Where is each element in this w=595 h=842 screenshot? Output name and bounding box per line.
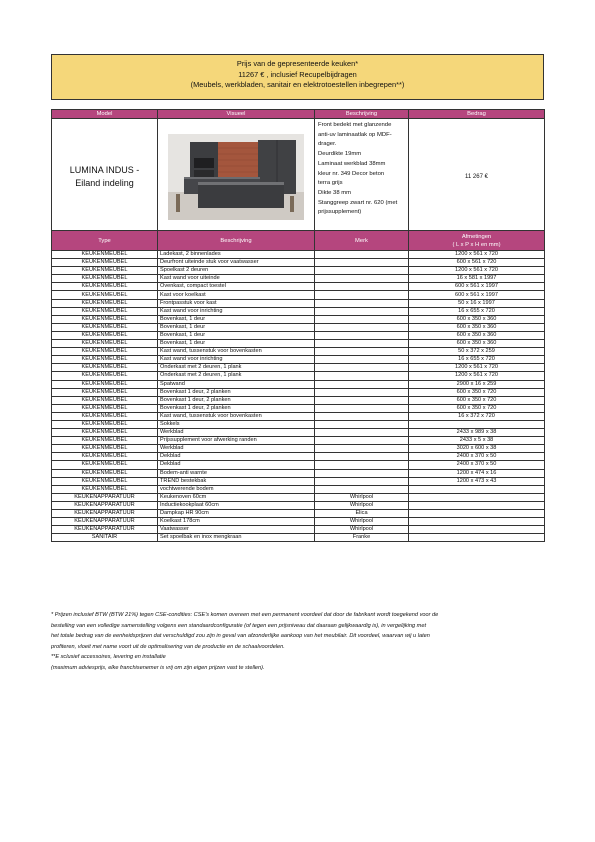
- item-brand: [315, 437, 409, 445]
- table-row: [52, 348, 545, 356]
- description-line: Stanggreep zwart nr. 620 (met: [318, 199, 398, 206]
- table-row: [52, 323, 545, 331]
- footnote-line: (maximum adviesprijs, elke franchisenemer is vrij om zijn eigen prijzen vast te stellen).: [51, 664, 265, 671]
- footnote-line: * Prijzen inclusief BTW (BTW 21%) tegen CSE-condities: CSE's komen overeen met een permanent voordeel dat door de fabrikant wordt toegekend voor de: [51, 612, 439, 618]
- item-dimensions: 2433 x 989 x 38: [409, 429, 545, 437]
- item-description: TREND bestekbak: [158, 477, 315, 485]
- item-brand: Franke: [315, 534, 409, 542]
- description-line: anti-uv laminaatlak op MDF-: [318, 131, 392, 138]
- item-type: KEUKENMEUBEL: [52, 275, 158, 283]
- item-brand: [315, 348, 409, 356]
- item-dimensions: [409, 510, 545, 518]
- item-type: KEUKENMEUBEL: [52, 461, 158, 469]
- item-type: KEUKENMEUBEL: [52, 323, 158, 331]
- table-row: [52, 356, 545, 364]
- table-row: [52, 453, 545, 461]
- description-line: Front bedekt met glanzende: [318, 122, 392, 128]
- table-row: [52, 307, 545, 315]
- item-description: Werkblad: [158, 445, 315, 453]
- item-brand: [315, 283, 409, 291]
- table-row: [52, 299, 545, 307]
- item-description: Keukenoven 60cm: [158, 493, 315, 501]
- item-description: Onderkast met 2 deuren, 1 plank: [158, 364, 315, 372]
- item-type: KEUKENMEUBEL: [52, 315, 158, 323]
- table-row: [52, 429, 545, 437]
- item-brand: [315, 356, 409, 364]
- footnote-line: bestelling van een volledige samenstelling volgens een standaardconfiguratie (of tegen een prijsniveau dat daaraan gelijkwaardig is), in vergelijking met: [51, 622, 427, 629]
- table-row: [52, 526, 545, 534]
- item-type: KEUKENAPPARATUUR: [52, 526, 158, 534]
- item-dimensions: 3020 x 600 x 38: [409, 445, 545, 453]
- item-brand: [315, 307, 409, 315]
- item-dimensions: 1200 x 561 x 720: [409, 251, 545, 259]
- item-type: KEUKENMEUBEL: [52, 396, 158, 404]
- item-brand: [315, 372, 409, 380]
- item-brand: Whirlpool: [315, 501, 409, 509]
- item-dimensions: 600 x 350 x 360: [409, 323, 545, 331]
- table-row: [52, 420, 545, 428]
- table-row: [52, 251, 545, 259]
- item-type: KEUKENMEUBEL: [52, 437, 158, 445]
- item-dimensions: 2400 x 370 x 50: [409, 453, 545, 461]
- item-dimensions: 1200 x 561 x 720: [409, 372, 545, 380]
- description-line: Deurdikte 19mm: [318, 151, 362, 158]
- item-brand: [315, 267, 409, 275]
- item-brand: [315, 485, 409, 493]
- table-row: [52, 380, 545, 388]
- item-dimensions: 600 x 350 x 360: [409, 315, 545, 323]
- item-dimensions: 600 x 561 x 1997: [409, 283, 545, 291]
- item-brand: Whirlpool: [315, 526, 409, 534]
- table-row: [52, 388, 545, 396]
- item-type: KEUKENMEUBEL: [52, 380, 158, 388]
- item-brand: [315, 323, 409, 331]
- item-description: Spoelkast 2 deuren: [158, 267, 315, 275]
- table-row: [52, 291, 545, 299]
- item-description: Bovenkast, 1 deur: [158, 315, 315, 323]
- item-brand: [315, 364, 409, 372]
- item-brand: [315, 388, 409, 396]
- col-header-visual: Visueel: [158, 110, 315, 119]
- item-brand: Whirlpool: [315, 493, 409, 501]
- item-dimensions: 600 x 561 x 1997: [409, 291, 545, 299]
- items-table: [51, 230, 545, 542]
- item-type: KEUKENMEUBEL: [52, 348, 158, 356]
- col-header-brand: Merk: [315, 231, 409, 251]
- table-row: [52, 267, 545, 275]
- model-name: LUMINA INDUS -: [69, 165, 140, 175]
- item-description: Bovenkast 1 deur, 2 planken: [158, 404, 315, 412]
- item-type: KEUKENMEUBEL: [52, 331, 158, 339]
- item-dimensions: 600 x 350 x 720: [409, 404, 545, 412]
- item-brand: [315, 404, 409, 412]
- item-brand: Whirlpool: [315, 518, 409, 526]
- item-dimensions: 2400 x 370 x 50: [409, 461, 545, 469]
- item-dimensions: [409, 534, 545, 542]
- description-line: drager.: [318, 141, 337, 148]
- item-description: Spatwand: [158, 380, 315, 388]
- item-description: Dekblad: [158, 461, 315, 469]
- item-dimensions: 50 x 372 x 259: [409, 348, 545, 356]
- visual-cell: [158, 119, 315, 236]
- item-dimensions: 16 x 581 x 1997: [409, 275, 545, 283]
- dimensions-label: Afmetingen: [461, 233, 492, 240]
- table-row: [52, 534, 545, 542]
- item-description: Vaatwasser: [158, 526, 315, 534]
- item-type: KEUKENMEUBEL: [52, 420, 158, 428]
- item-description: Kast voor koelkast: [158, 291, 315, 299]
- item-type: KEUKENMEUBEL: [52, 299, 158, 307]
- item-type: KEUKENAPPARATUUR: [52, 518, 158, 526]
- table-row: [52, 396, 545, 404]
- footnote-line: het totale bedrag van de eenheidsprijzen dat verschuldigd zou zijn in geval van afzonderlijke aankoop van het meubilair. Dit voordeel, waarvan wij u laten: [51, 633, 430, 639]
- col-header-item-description: Beschrijving: [158, 231, 315, 251]
- product-table: [51, 109, 545, 236]
- item-description: Bodem-anti warnte: [158, 469, 315, 477]
- table-row: [52, 461, 545, 469]
- item-dimensions: [409, 493, 545, 501]
- header-subtitle: (Meubels, werkbladen, sanitair en elektrotoestellen inbegrepen**): [190, 80, 405, 89]
- price-header-box: [51, 54, 544, 100]
- item-brand: [315, 331, 409, 339]
- item-brand: Elica: [315, 510, 409, 518]
- item-type: SANITAIR: [52, 534, 158, 542]
- item-type: KEUKENAPPARATUUR: [52, 493, 158, 501]
- item-description: Ladekast, 2 binnenlades: [158, 251, 315, 259]
- item-brand: [315, 315, 409, 323]
- item-brand: [315, 453, 409, 461]
- item-type: KEUKENMEUBEL: [52, 388, 158, 396]
- item-dimensions: 1200 x 474 x 16: [409, 469, 545, 477]
- table-row: [52, 283, 545, 291]
- item-type: KEUKENMEUBEL: [52, 283, 158, 291]
- item-description: Prijssupplement voor afwerking randen: [158, 437, 315, 445]
- table-row: [52, 340, 545, 348]
- item-description: Kast wand voor uiteinde: [158, 275, 315, 283]
- table-row: [52, 469, 545, 477]
- table-row: [52, 331, 545, 339]
- item-dimensions: 600 x 561 x 720: [409, 259, 545, 267]
- footnotes: [51, 610, 544, 673]
- table-row: [52, 412, 545, 420]
- description-line: kleur nr. 349 Decor beton: [318, 170, 385, 177]
- item-brand: [315, 396, 409, 404]
- col-header-model: Model: [52, 110, 158, 119]
- item-brand: [315, 420, 409, 428]
- table-row: [52, 477, 545, 485]
- item-description: Onderkast met 2 deuren, 1 plank: [158, 372, 315, 380]
- item-description: Kast wand, tussenstuk voor bovenkasten: [158, 412, 315, 420]
- item-description: Set spoelbak en inox mengkraan: [158, 534, 315, 542]
- item-dimensions: [409, 420, 545, 428]
- table-row: [52, 315, 545, 323]
- price-cell: 11 267 €: [409, 119, 545, 236]
- item-type: KEUKENMEUBEL: [52, 429, 158, 437]
- item-type: KEUKENMEUBEL: [52, 477, 158, 485]
- item-type: KEUKENMEUBEL: [52, 412, 158, 420]
- item-description: vochtwerende bodem: [158, 485, 315, 493]
- item-brand: [315, 380, 409, 388]
- item-brand: [315, 445, 409, 453]
- item-brand: [315, 477, 409, 485]
- item-description: Koelkast 178cm: [158, 518, 315, 526]
- item-dimensions: 50 x 16 x 1997: [409, 299, 545, 307]
- item-dimensions: 1200 x 561 x 720: [409, 267, 545, 275]
- description-line: terra grijs: [318, 180, 343, 187]
- item-description: Dampkap HR 90cm: [158, 510, 315, 518]
- item-dimensions: 2900 x 16 x 259: [409, 380, 545, 388]
- dimensions-unit: ( L x P x H en mm): [452, 241, 501, 248]
- header-price: 11267 € , inclusief Recupelbijdragen: [238, 69, 357, 79]
- table-row: [52, 437, 545, 445]
- table-row: [52, 404, 545, 412]
- col-header-description: Beschrijving: [315, 110, 409, 119]
- model-layout: Eiland indeling: [75, 178, 134, 188]
- item-type: KEUKENAPPARATUUR: [52, 501, 158, 509]
- item-type: KEUKENMEUBEL: [52, 291, 158, 299]
- table-row: [52, 275, 545, 283]
- item-brand: [315, 461, 409, 469]
- description-line: Laminaat werkblad 38mm: [318, 160, 386, 167]
- item-description: Werkblad: [158, 429, 315, 437]
- item-dimensions: [409, 518, 545, 526]
- table-row: [52, 364, 545, 372]
- model-cell: [52, 119, 158, 236]
- item-type: KEUKENMEUBEL: [52, 372, 158, 380]
- item-description: Inductiekookplaat 60cm: [158, 501, 315, 509]
- item-type: KEUKENMEUBEL: [52, 267, 158, 275]
- table-row: [52, 518, 545, 526]
- items-body: [52, 251, 545, 542]
- item-description: Kast wand voor inrichting: [158, 307, 315, 315]
- item-description: Bovenkast, 1 deur: [158, 323, 315, 331]
- footnote-line: **E xclusief accessoires, levering en installatie: [51, 654, 166, 660]
- item-description: Frontpasstuk voor kast: [158, 299, 315, 307]
- col-header-amount: Bedrag: [409, 110, 545, 119]
- item-brand: [315, 429, 409, 437]
- table-row: [52, 510, 545, 518]
- col-header-type: Type: [52, 231, 158, 251]
- item-dimensions: 600 x 350 x 720: [409, 388, 545, 396]
- description-cell: [315, 119, 409, 236]
- item-type: KEUKENMEUBEL: [52, 453, 158, 461]
- header-title: Prijs van de gepresenteerde keuken*: [236, 59, 359, 68]
- item-type: KEUKENMEUBEL: [52, 251, 158, 259]
- item-dimensions: 600 x 350 x 360: [409, 331, 545, 339]
- item-type: KEUKENMEUBEL: [52, 404, 158, 412]
- footnote-line: profiteren, vloeit met name voort uit de optimalisering van de productie en de schaalvoordelen.: [51, 643, 285, 650]
- kitchen-photo: [168, 134, 304, 220]
- item-dimensions: 2433 x 5 x 38: [409, 437, 545, 445]
- item-brand: [315, 275, 409, 283]
- col-header-dimensions: [409, 231, 545, 251]
- item-type: KEUKENMEUBEL: [52, 485, 158, 493]
- description-line: Dikte 38 mm: [318, 189, 352, 196]
- item-dimensions: 16 x 372 x 720: [409, 412, 545, 420]
- item-dimensions: 1200 x 473 x 43: [409, 477, 545, 485]
- table-row: [52, 445, 545, 453]
- item-type: KEUKENMEUBEL: [52, 340, 158, 348]
- item-description: Bovenkast 1 deur, 2 planken: [158, 388, 315, 396]
- item-description: Bovenkast 1 deur, 2 planken: [158, 396, 315, 404]
- table-row: [52, 501, 545, 509]
- item-dimensions: 600 x 350 x 720: [409, 396, 545, 404]
- item-dimensions: 1200 x 561 x 720: [409, 364, 545, 372]
- item-description: Sokkels: [158, 420, 315, 428]
- item-brand: [315, 412, 409, 420]
- item-description: Bovenkast, 1 deur: [158, 331, 315, 339]
- item-type: KEUKENMEUBEL: [52, 445, 158, 453]
- item-dimensions: [409, 485, 545, 493]
- item-brand: [315, 299, 409, 307]
- item-dimensions: 16 x 655 x 720: [409, 356, 545, 364]
- item-type: KEUKENMEUBEL: [52, 356, 158, 364]
- item-brand: [315, 469, 409, 477]
- item-dimensions: 600 x 350 x 360: [409, 340, 545, 348]
- item-dimensions: [409, 526, 545, 534]
- item-type: KEUKENMEUBEL: [52, 259, 158, 267]
- table-row: [52, 493, 545, 501]
- description-line: prijssupplement): [318, 209, 362, 216]
- item-brand: [315, 259, 409, 267]
- item-brand: [315, 251, 409, 259]
- item-type: KEUKENMEUBEL: [52, 469, 158, 477]
- item-description: Bovenkast, 1 deur: [158, 340, 315, 348]
- item-dimensions: [409, 501, 545, 509]
- item-type: KEUKENMEUBEL: [52, 307, 158, 315]
- item-description: Deurfront uiteinde stuk voor vaatwasser: [158, 259, 315, 267]
- item-brand: [315, 340, 409, 348]
- item-type: KEUKENMEUBEL: [52, 364, 158, 372]
- table-row: [52, 259, 545, 267]
- item-description: Ovenkast, compact toestel: [158, 283, 315, 291]
- item-dimensions: 16 x 655 x 720: [409, 307, 545, 315]
- table-row: [52, 485, 545, 493]
- table-row: [52, 372, 545, 380]
- item-brand: [315, 291, 409, 299]
- item-description: Dekblad: [158, 453, 315, 461]
- item-description: Kast wand, tussenstuk voor bovenkasten: [158, 348, 315, 356]
- item-type: KEUKENAPPARATUUR: [52, 510, 158, 518]
- item-description: Kast wand voor inrichting: [158, 356, 315, 364]
